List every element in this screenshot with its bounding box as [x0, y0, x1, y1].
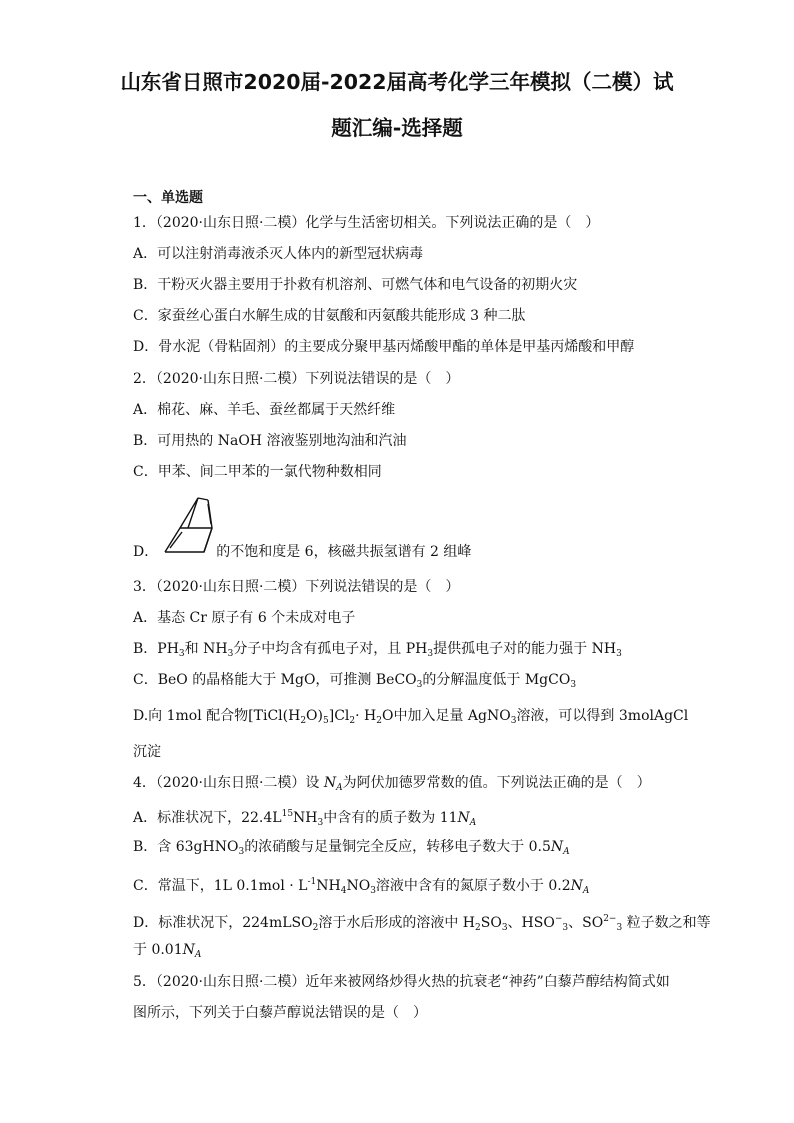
- q2-option-d: [133, 543, 471, 561]
- text-run: SO: [480, 915, 502, 931]
- text-run: D.向 1mol 配合物: [133, 708, 249, 724]
- text-run: 中含有的质子数为 11: [323, 810, 458, 826]
- text-run: 的浓硝酸与足量铜完全反应，转移电子数大于 0.5: [244, 839, 551, 855]
- text-run: A．标准状况下，22.4L: [133, 810, 282, 826]
- text-run: B．含 63gHNO: [133, 839, 239, 855]
- document-title-line1: 山东省日照市2020届-2022届高考化学三年模拟（二模）试: [120, 70, 674, 94]
- q2-option-d-label: D．: [133, 544, 159, 560]
- text-run: · H: [355, 708, 377, 724]
- text-run: NH: [316, 878, 341, 894]
- subscript: 3: [570, 680, 577, 690]
- text-run: 4．（2020·山东日照·二模）设: [133, 775, 324, 791]
- subscript: 3: [227, 649, 234, 659]
- text-run: ]Cl: [328, 708, 350, 724]
- text-run: 于 0.01: [133, 942, 183, 958]
- text-run: 提供孤电子对的能力强于 NH: [433, 641, 617, 657]
- text-run: 溶于水后形成的溶液中 H: [318, 915, 475, 931]
- text-run: 为阿伏加德罗常数的值。下列说法正确的是（ ）: [342, 775, 651, 791]
- subscript: 2: [376, 716, 382, 726]
- superscript: 2−: [603, 914, 617, 924]
- subscript: 3: [510, 716, 517, 726]
- q3-stem: 3．（2020·山东日照·二模）下列说法错误的是（ ）: [133, 579, 460, 595]
- superscript: 15: [281, 809, 294, 819]
- q1-option-b: B．干粉灭火器主要用于扑救有机溶剂、可燃气体和电气设备的初期火灾: [133, 277, 578, 293]
- complex-formula: [248, 707, 393, 730]
- avogadro-symbol: N: [570, 878, 583, 894]
- text-run: C．BeO 的晶格能大于 MgO，可推测 BeCO: [133, 672, 417, 688]
- text-run: O): [306, 708, 323, 724]
- subscript: 3: [427, 649, 434, 659]
- subscript: A: [336, 783, 343, 793]
- q2-stem: 2．（2020·山东日照·二模）下列说法错误的是（ ）: [133, 371, 460, 387]
- superscript: -1: [307, 877, 317, 887]
- q5-stem-line2: 图所示，下列关于白藜芦醇说法错误的是（ ）: [133, 1005, 427, 1021]
- avogadro-symbol: N: [182, 942, 195, 958]
- q3-option-c: [133, 671, 576, 694]
- q5-stem-line1: 5．（2020·山东日照·二模）近年来被网络炒得火热的抗衰老“神药”白藜芦醇结构简式如: [133, 974, 670, 990]
- subscript: A: [582, 886, 590, 896]
- subscript: A: [194, 950, 202, 960]
- subscript: 2: [300, 716, 307, 726]
- text-run: O: [381, 708, 394, 724]
- text-run: 的分解温度低于 MgCO: [422, 672, 571, 688]
- text-run: 、SO: [568, 915, 604, 931]
- q1-option-c: C．家蚕丝心蛋白水解生成的甘氨酸和丙氨酸共能形成 3 种二肽: [133, 308, 526, 324]
- text-run: 分子中均含有孤电子对，且 PH: [233, 641, 428, 657]
- subscript: A: [563, 847, 570, 857]
- text-run: NH: [293, 810, 318, 826]
- q2-option-d-text: 的不饱和度是 6，核磁共振氢谱有 2 组峰: [216, 544, 472, 560]
- q4-stem: [133, 774, 651, 797]
- text-run: 、HSO: [507, 915, 555, 931]
- subscript: 3: [616, 923, 623, 933]
- q4-option-b: [133, 838, 570, 861]
- text-run: C．常温下，1L 0.1mol · L: [133, 878, 308, 894]
- subscript: 4: [340, 886, 347, 896]
- text-run: 溶液，可以得到 3molAgCl: [516, 708, 689, 724]
- q4-option-c: [133, 873, 589, 900]
- subscript: 3: [416, 680, 423, 690]
- subscript: A: [469, 818, 477, 828]
- q3-option-d-continued: 沉淀: [133, 744, 161, 760]
- subscript: 3: [238, 847, 245, 857]
- text-run: 粒子数之和等: [622, 915, 711, 931]
- text-run: 和 NH: [184, 641, 228, 657]
- avogadro-symbol: N: [323, 775, 337, 791]
- text-run: B．PH: [133, 641, 179, 657]
- q2-option-a: A．棉花、麻、羊毛、蚕丝都属于天然纤维: [133, 402, 396, 418]
- subscript: 3: [317, 818, 324, 828]
- q1-option-d: D．骨水泥（骨粘固剂）的主要成分聚甲基丙烯酸甲酯的单体是甲基丙烯酸和甲醇: [133, 339, 635, 355]
- subscript: 2: [475, 923, 481, 933]
- q3-option-b: [133, 640, 622, 663]
- subscript: 3: [370, 886, 376, 896]
- subscript: 3: [178, 649, 185, 659]
- text-run: 中加入足量 AgNO: [393, 708, 511, 724]
- q2-option-b: B．可用热的 NaOH 溶液鉴别地沟油和汽油: [133, 433, 407, 449]
- subscript: 5: [323, 716, 329, 726]
- text-run: D．标准状况下，224mLSO: [133, 915, 313, 931]
- text-run: 溶液中含有的氮原子数小于 0.2: [375, 878, 571, 894]
- q4-option-d-continued: [133, 941, 201, 964]
- avogadro-symbol: N: [457, 810, 470, 826]
- document-title-line2: 题汇编-选择题: [331, 116, 463, 140]
- q3-option-a: A．基态 Cr 原子有 6 个未成对电子: [133, 610, 356, 626]
- q2-option-c: C．甲苯、间二甲苯的一氯代物种数相同: [133, 464, 382, 480]
- subscript: 2: [312, 923, 319, 933]
- superscript: −: [554, 914, 563, 924]
- subscript: 3: [501, 923, 508, 933]
- q4-option-d: [133, 910, 711, 937]
- subscript: 3: [562, 923, 569, 933]
- text-run: NO: [346, 878, 371, 894]
- text-run: [TiCl(H: [248, 708, 301, 724]
- subscript: 3: [616, 649, 622, 659]
- section-heading: 一、单选题: [133, 190, 203, 206]
- q1-stem: 1．（2020·山东日照·二模）化学与生活密切相关。下列说法正确的是（ ）: [133, 215, 600, 231]
- subscript: 2: [349, 716, 356, 726]
- avogadro-symbol: N: [550, 839, 564, 855]
- q3-option-d: [133, 707, 688, 730]
- q4-option-a: [133, 805, 476, 832]
- q1-option-a: A．可以注射消毒液杀灭人体内的新型冠状病毒: [133, 246, 424, 262]
